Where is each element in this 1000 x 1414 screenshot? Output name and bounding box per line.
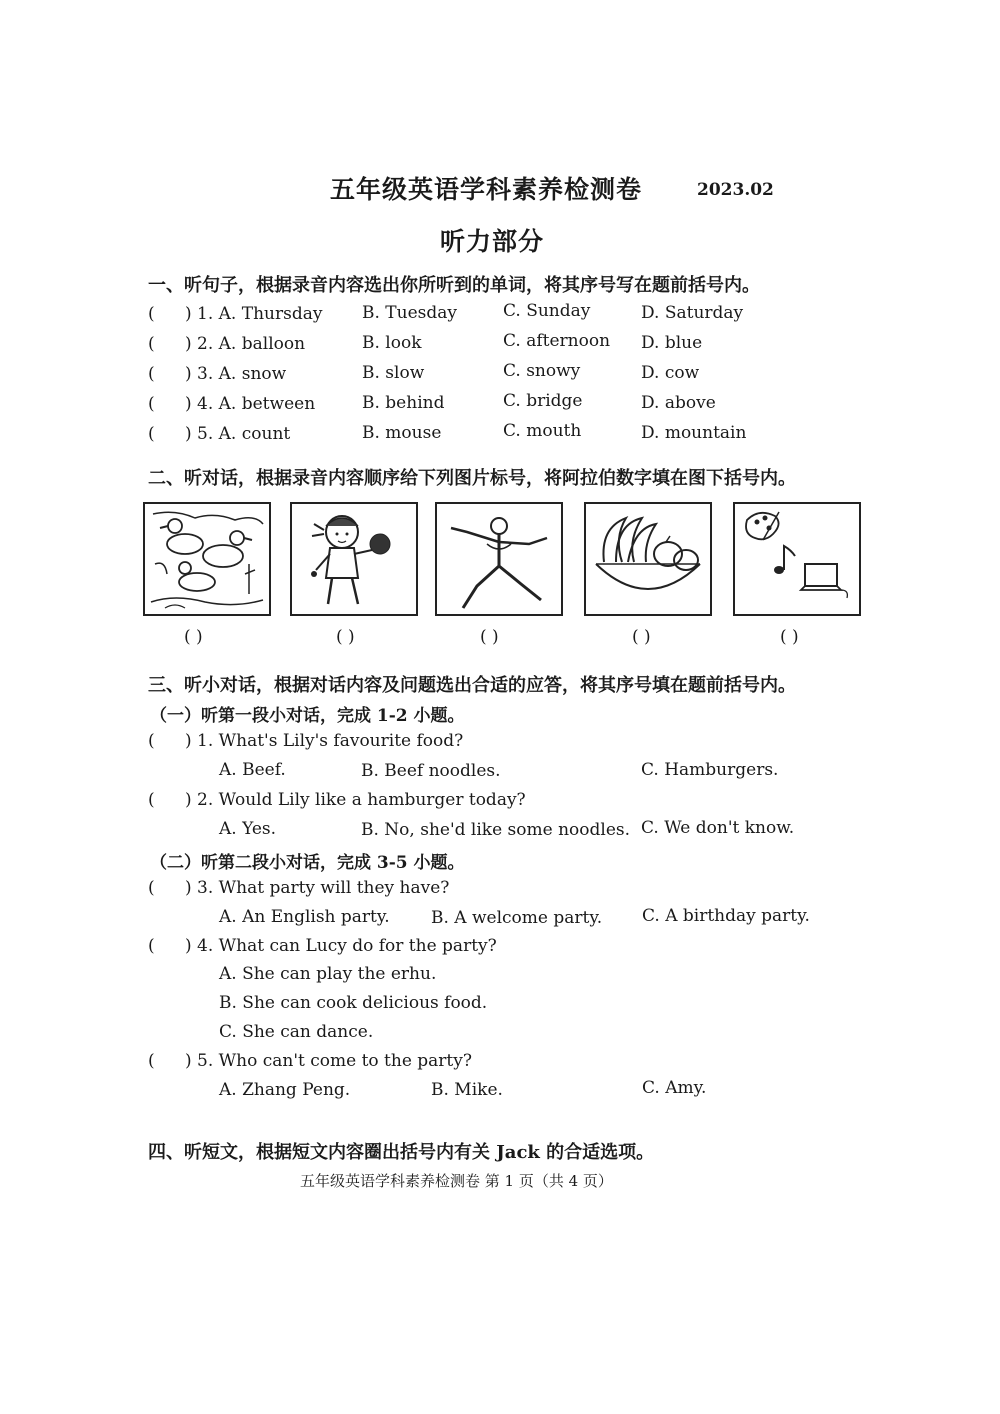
- option-c: C. Sunday: [503, 301, 591, 321]
- option-c: C. We don't know.: [641, 818, 795, 838]
- answer-blank: (: [148, 878, 155, 898]
- picture-box: [143, 502, 271, 616]
- picture-box: [435, 502, 563, 616]
- answer-blank: (: [148, 1051, 155, 1071]
- option-d: D. above: [641, 393, 716, 413]
- option-a: ) 3. A. snow: [185, 364, 287, 384]
- option-b: B. No, she'd like some noodles.: [361, 820, 631, 840]
- picture-answer-blank: ( ): [632, 627, 651, 647]
- option-a: ) 4. A. between: [185, 394, 316, 414]
- option-b: B. slow: [362, 363, 425, 383]
- question-3: ) 3. What party will they have?: [185, 878, 450, 898]
- option-a: ) 1. A. Thursday: [185, 304, 323, 324]
- option-a: A. Beef.: [219, 760, 286, 780]
- option-c: C. snowy: [503, 361, 581, 381]
- page-footer: 五年级英语学科素养检测卷 第 1 页（共 4 页）: [300, 1172, 613, 1190]
- option-d: D. blue: [641, 333, 703, 353]
- section-subtitle: 听力部分: [440, 227, 545, 256]
- section3-heading: 三、听小对话，根据对话内容及问题选出合适的应答，将其序号填在题前括号内。: [148, 675, 796, 696]
- option-c: C. A birthday party.: [642, 906, 810, 926]
- question-4: ) 4. What can Lucy do for the party?: [185, 936, 497, 956]
- girl-ping-pong-icon: [292, 504, 416, 614]
- tai-chi-icon: [437, 504, 561, 614]
- part2-heading: （二）听第二段小对话，完成 3-5 小题。: [150, 853, 465, 873]
- part1-heading: （一）听第一段小对话，完成 1-2 小题。: [150, 706, 465, 726]
- answer-blank: (: [148, 790, 155, 810]
- fruit-bowl-icon: [586, 504, 710, 614]
- picture-answer-blank: ( ): [480, 627, 499, 647]
- picture-answer-blank: ( ): [184, 627, 203, 647]
- picture-box: [290, 502, 418, 616]
- question-1: ) 1. What's Lily's favourite food?: [185, 731, 464, 751]
- option-a: ) 2. A. balloon: [185, 334, 306, 354]
- option-c: C. She can dance.: [219, 1022, 374, 1042]
- question-5: ) 5. Who can't come to the party?: [185, 1051, 472, 1071]
- option-b: B. She can cook delicious food.: [219, 993, 488, 1013]
- answer-blank: (: [148, 304, 155, 324]
- section4-heading: 四、听短文，根据短文内容圈出括号内有关 Jack 的合适选项。: [148, 1142, 655, 1163]
- option-c: C. bridge: [503, 391, 583, 411]
- picture-box: [584, 502, 712, 616]
- answer-blank: (: [148, 424, 155, 444]
- picture-answer-blank: ( ): [336, 627, 355, 647]
- answer-blank: (: [148, 364, 155, 384]
- answer-blank: (: [148, 936, 155, 956]
- option-a: A. An English party.: [219, 907, 390, 927]
- option-a: A. Yes.: [219, 819, 277, 839]
- option-d: D. cow: [641, 363, 700, 383]
- picture-box: [733, 502, 861, 616]
- option-c: C. Amy.: [642, 1078, 707, 1098]
- section2-heading: 二、听对话，根据录音内容顺序给下列图片标号，将阿拉伯数字填在图下括号内。: [148, 468, 796, 489]
- option-a: A. Zhang Peng.: [219, 1080, 351, 1100]
- picture-row: [143, 502, 863, 620]
- section1-heading: 一、听句子，根据录音内容选出你所听到的单词，将其序号写在题前括号内。: [148, 275, 760, 296]
- option-b: B. Tuesday: [362, 303, 457, 323]
- answer-blank: (: [148, 394, 155, 414]
- palette-music-laptop-icon: [735, 504, 859, 614]
- question-2: ) 2. Would Lily like a hamburger today?: [185, 790, 526, 810]
- option-b: B. look: [362, 333, 422, 353]
- picture-answer-blank: ( ): [780, 627, 799, 647]
- page-title: 五年级英语学科素养检测卷: [330, 175, 643, 204]
- option-b: B. Beef noodles.: [361, 761, 501, 781]
- option-a: ) 5. A. count: [185, 424, 291, 444]
- exam-date: 2023.02: [697, 180, 774, 200]
- option-d: D. mountain: [641, 423, 747, 443]
- option-c: C. Hamburgers.: [641, 760, 779, 780]
- option-b: B. A welcome party.: [431, 908, 603, 928]
- option-c: C. afternoon: [503, 331, 611, 351]
- option-b: B. Mike.: [431, 1080, 503, 1100]
- option-b: B. behind: [362, 393, 445, 413]
- option-c: C. mouth: [503, 421, 582, 441]
- option-a: A. She can play the erhu.: [219, 964, 437, 984]
- ducks-icon: [145, 504, 269, 614]
- answer-blank: (: [148, 731, 155, 751]
- answer-blank: (: [148, 334, 155, 354]
- option-b: B. mouse: [362, 423, 442, 443]
- option-d: D. Saturday: [641, 303, 744, 323]
